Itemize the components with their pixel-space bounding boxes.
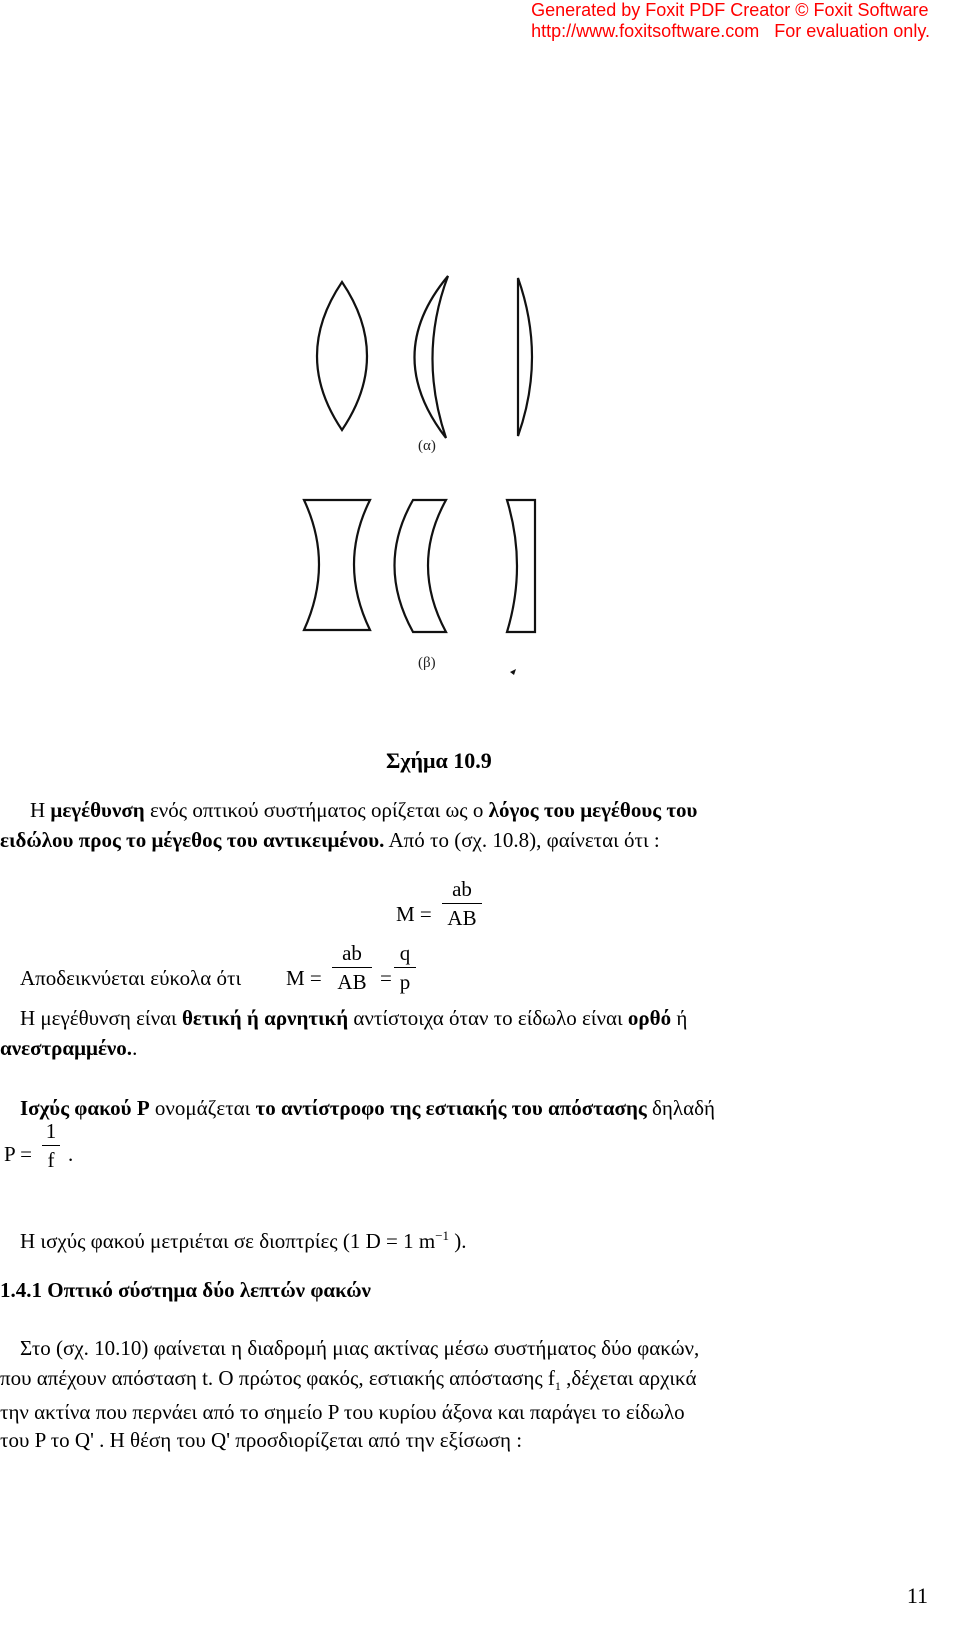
eq1-denominator: AB bbox=[447, 906, 477, 930]
eq2-numerator1: ab bbox=[342, 941, 362, 965]
meniscus-convex-lens bbox=[414, 276, 448, 438]
eq2-denominator2: p bbox=[399, 970, 411, 994]
bold-text: Ισχύς φακού P bbox=[20, 1096, 150, 1120]
text: Η μεγέθυνση είναι bbox=[20, 1006, 182, 1030]
biconvex-lens bbox=[317, 282, 367, 430]
text: αντίστοιχα όταν το είδωλο είναι bbox=[348, 1006, 628, 1030]
biconcave-lens bbox=[304, 500, 370, 630]
paragraph-two-lenses-line2 bbox=[0, 1364, 696, 1400]
fraction-bar bbox=[332, 967, 372, 968]
text: ή bbox=[671, 1006, 688, 1030]
bold-text: ειδώλου προς το μέγεθος του αντικειμένου. bbox=[0, 828, 385, 852]
text: ενός οπτικού συστήματος ορίζεται ως ο bbox=[144, 798, 489, 822]
watermark-url: http://www.foxitsoftware.com bbox=[531, 21, 760, 41]
section-heading: 1.4.1 Οπτικό σύστημα δύο λεπτών φακών bbox=[0, 1278, 371, 1302]
bold-text: το αντίστροφο της εστιακής του απόστασης bbox=[255, 1096, 647, 1120]
text: Η bbox=[30, 798, 51, 822]
eq3-period: . bbox=[68, 1142, 74, 1166]
eq3-fraction bbox=[42, 1118, 60, 1173]
paragraph-sign bbox=[20, 1004, 687, 1032]
paragraph-magnification bbox=[30, 796, 697, 824]
plano-concave-lens bbox=[507, 500, 535, 632]
bold-text: λόγος του μεγέθους του bbox=[488, 798, 698, 822]
watermark-line1: Generated by Foxit PDF Creator © Foxit Software bbox=[531, 0, 929, 20]
eq2-denominator1: AB bbox=[337, 970, 367, 994]
eq2-intro: Αποδεικνύεται εύκολα ότι bbox=[20, 966, 242, 990]
paragraph-two-lenses-line1: Στο (σχ. 10.10) φαίνεται η διαδρομή μιας ακτίνας μέσω συστήματος δύο φακών, bbox=[20, 1336, 700, 1360]
bold-text: ορθό bbox=[627, 1006, 672, 1030]
figure-label-a: (α) bbox=[418, 438, 436, 454]
meniscus-concave-lens bbox=[395, 500, 447, 632]
eq1-fraction bbox=[442, 876, 482, 931]
figure-label-b: (β) bbox=[418, 655, 436, 671]
lens-figure bbox=[0, 0, 960, 700]
figure-caption: Σχήμα 10.9 bbox=[386, 748, 492, 773]
eq3-lhs: P = bbox=[4, 1142, 32, 1166]
bold-text: θετική ή αρνητική bbox=[181, 1006, 349, 1030]
paragraph-diopters bbox=[20, 1222, 467, 1255]
bold-text: ανεστραμμένο. bbox=[0, 1036, 133, 1060]
eq1-numerator: ab bbox=[452, 877, 472, 901]
paragraph-sign-line2 bbox=[0, 1034, 137, 1062]
text: ονομάζεται bbox=[149, 1096, 256, 1120]
page-number: 11 bbox=[906, 1583, 928, 1608]
fraction-bar bbox=[442, 903, 482, 904]
eq3-denominator: f bbox=[47, 1148, 55, 1172]
text: ,δέχεται αρχικά bbox=[560, 1366, 697, 1390]
eq2-fraction1 bbox=[332, 940, 372, 995]
fraction-bar bbox=[394, 967, 416, 968]
paragraph-two-lenses-line3: την ακτίνα που περνάει από το σημείο P του κυρίου άξονα και παράγει το είδωλο bbox=[0, 1400, 685, 1424]
speck-mark bbox=[510, 669, 516, 675]
subscript: 1 bbox=[554, 1379, 561, 1394]
text: . bbox=[132, 1036, 138, 1060]
fraction-bar bbox=[42, 1145, 60, 1146]
eq3-numerator: 1 bbox=[45, 1119, 57, 1143]
text: Η ισχύς φακού μετριέται σε διοπτρίες (1 D = 1 m bbox=[20, 1229, 436, 1253]
eq2-lhs: M = bbox=[286, 966, 322, 990]
superscript: −1 bbox=[435, 1228, 450, 1243]
bold-text: μεγέθυνση bbox=[50, 798, 145, 822]
eq2-numerator2: q bbox=[399, 941, 411, 965]
eq1-lhs: M = bbox=[396, 902, 432, 926]
text: Από το (σχ. 10.8), φαίνεται ότι : bbox=[384, 828, 660, 852]
text: που απέχουν απόσταση t. Ο πρώτος φακός, εστιακής απόστασης f bbox=[0, 1366, 555, 1390]
paragraph-magnification-line2 bbox=[0, 826, 660, 854]
text: ). bbox=[449, 1229, 467, 1253]
paragraph-two-lenses-line4: του P το Q' . Η θέση του Q' προσδιορίζεται από την εξίσωση : bbox=[0, 1428, 523, 1452]
eq2-fraction2 bbox=[394, 940, 416, 995]
watermark-note: For evaluation only. bbox=[774, 21, 930, 41]
paragraph-power bbox=[20, 1094, 715, 1122]
plano-convex-lens bbox=[518, 278, 532, 436]
eq2-equals: = bbox=[380, 966, 392, 990]
text: δηλαδή bbox=[646, 1096, 715, 1120]
